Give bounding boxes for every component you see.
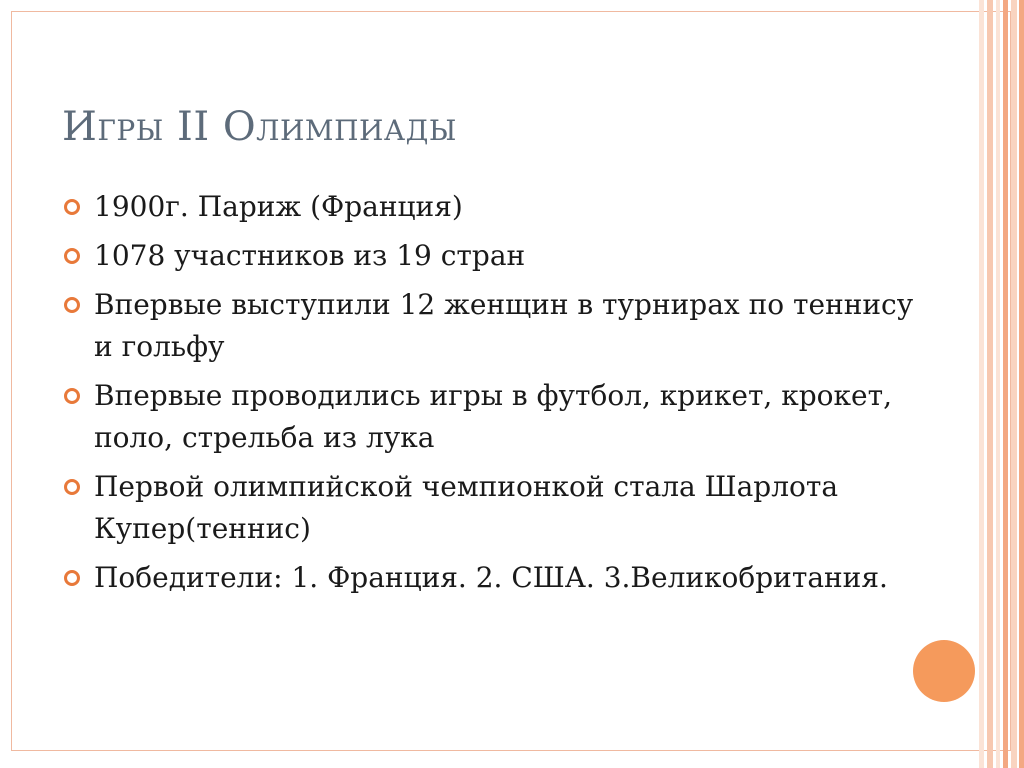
bullet-text: Победители: 1. Франция. 2. США. 3.Великобритания. (94, 561, 888, 594)
decorative-stripe (996, 0, 1000, 768)
circle-bullet-icon (64, 388, 80, 404)
bullet-item (62, 375, 922, 459)
circle-bullet-icon (64, 570, 80, 586)
bullet-item (62, 466, 922, 550)
accent-circle-decoration (913, 640, 975, 702)
bullet-text: 1900г. Париж (Франция) (94, 190, 463, 223)
bullet-item (62, 557, 922, 599)
circle-bullet-icon (64, 479, 80, 495)
bullet-text: Первой олимпийской чемпионкой стала Шарлота Купер(теннис) (94, 470, 839, 545)
circle-bullet-icon (64, 248, 80, 264)
bullet-list (62, 186, 922, 606)
bullet-item (62, 235, 922, 277)
circle-bullet-icon (64, 297, 80, 313)
circle-bullet-icon (64, 199, 80, 215)
decorative-stripe (979, 0, 984, 768)
decorative-stripe (1011, 0, 1017, 768)
bullet-item (62, 186, 922, 228)
bullet-text: Впервые выступили 12 женщин в турнирах по теннису и гольфу (94, 288, 914, 363)
slide-title: Игры II Олимпиады (62, 104, 457, 150)
decorative-stripe (987, 0, 993, 768)
decorative-stripe (1003, 0, 1008, 768)
bullet-item (62, 284, 922, 368)
decorative-stripe (1019, 0, 1024, 768)
bullet-text: 1078 участников из 19 стран (94, 239, 526, 272)
bullet-text: Впервые проводились игры в футбол, крикет, крокет, поло, стрельба из лука (94, 379, 892, 454)
